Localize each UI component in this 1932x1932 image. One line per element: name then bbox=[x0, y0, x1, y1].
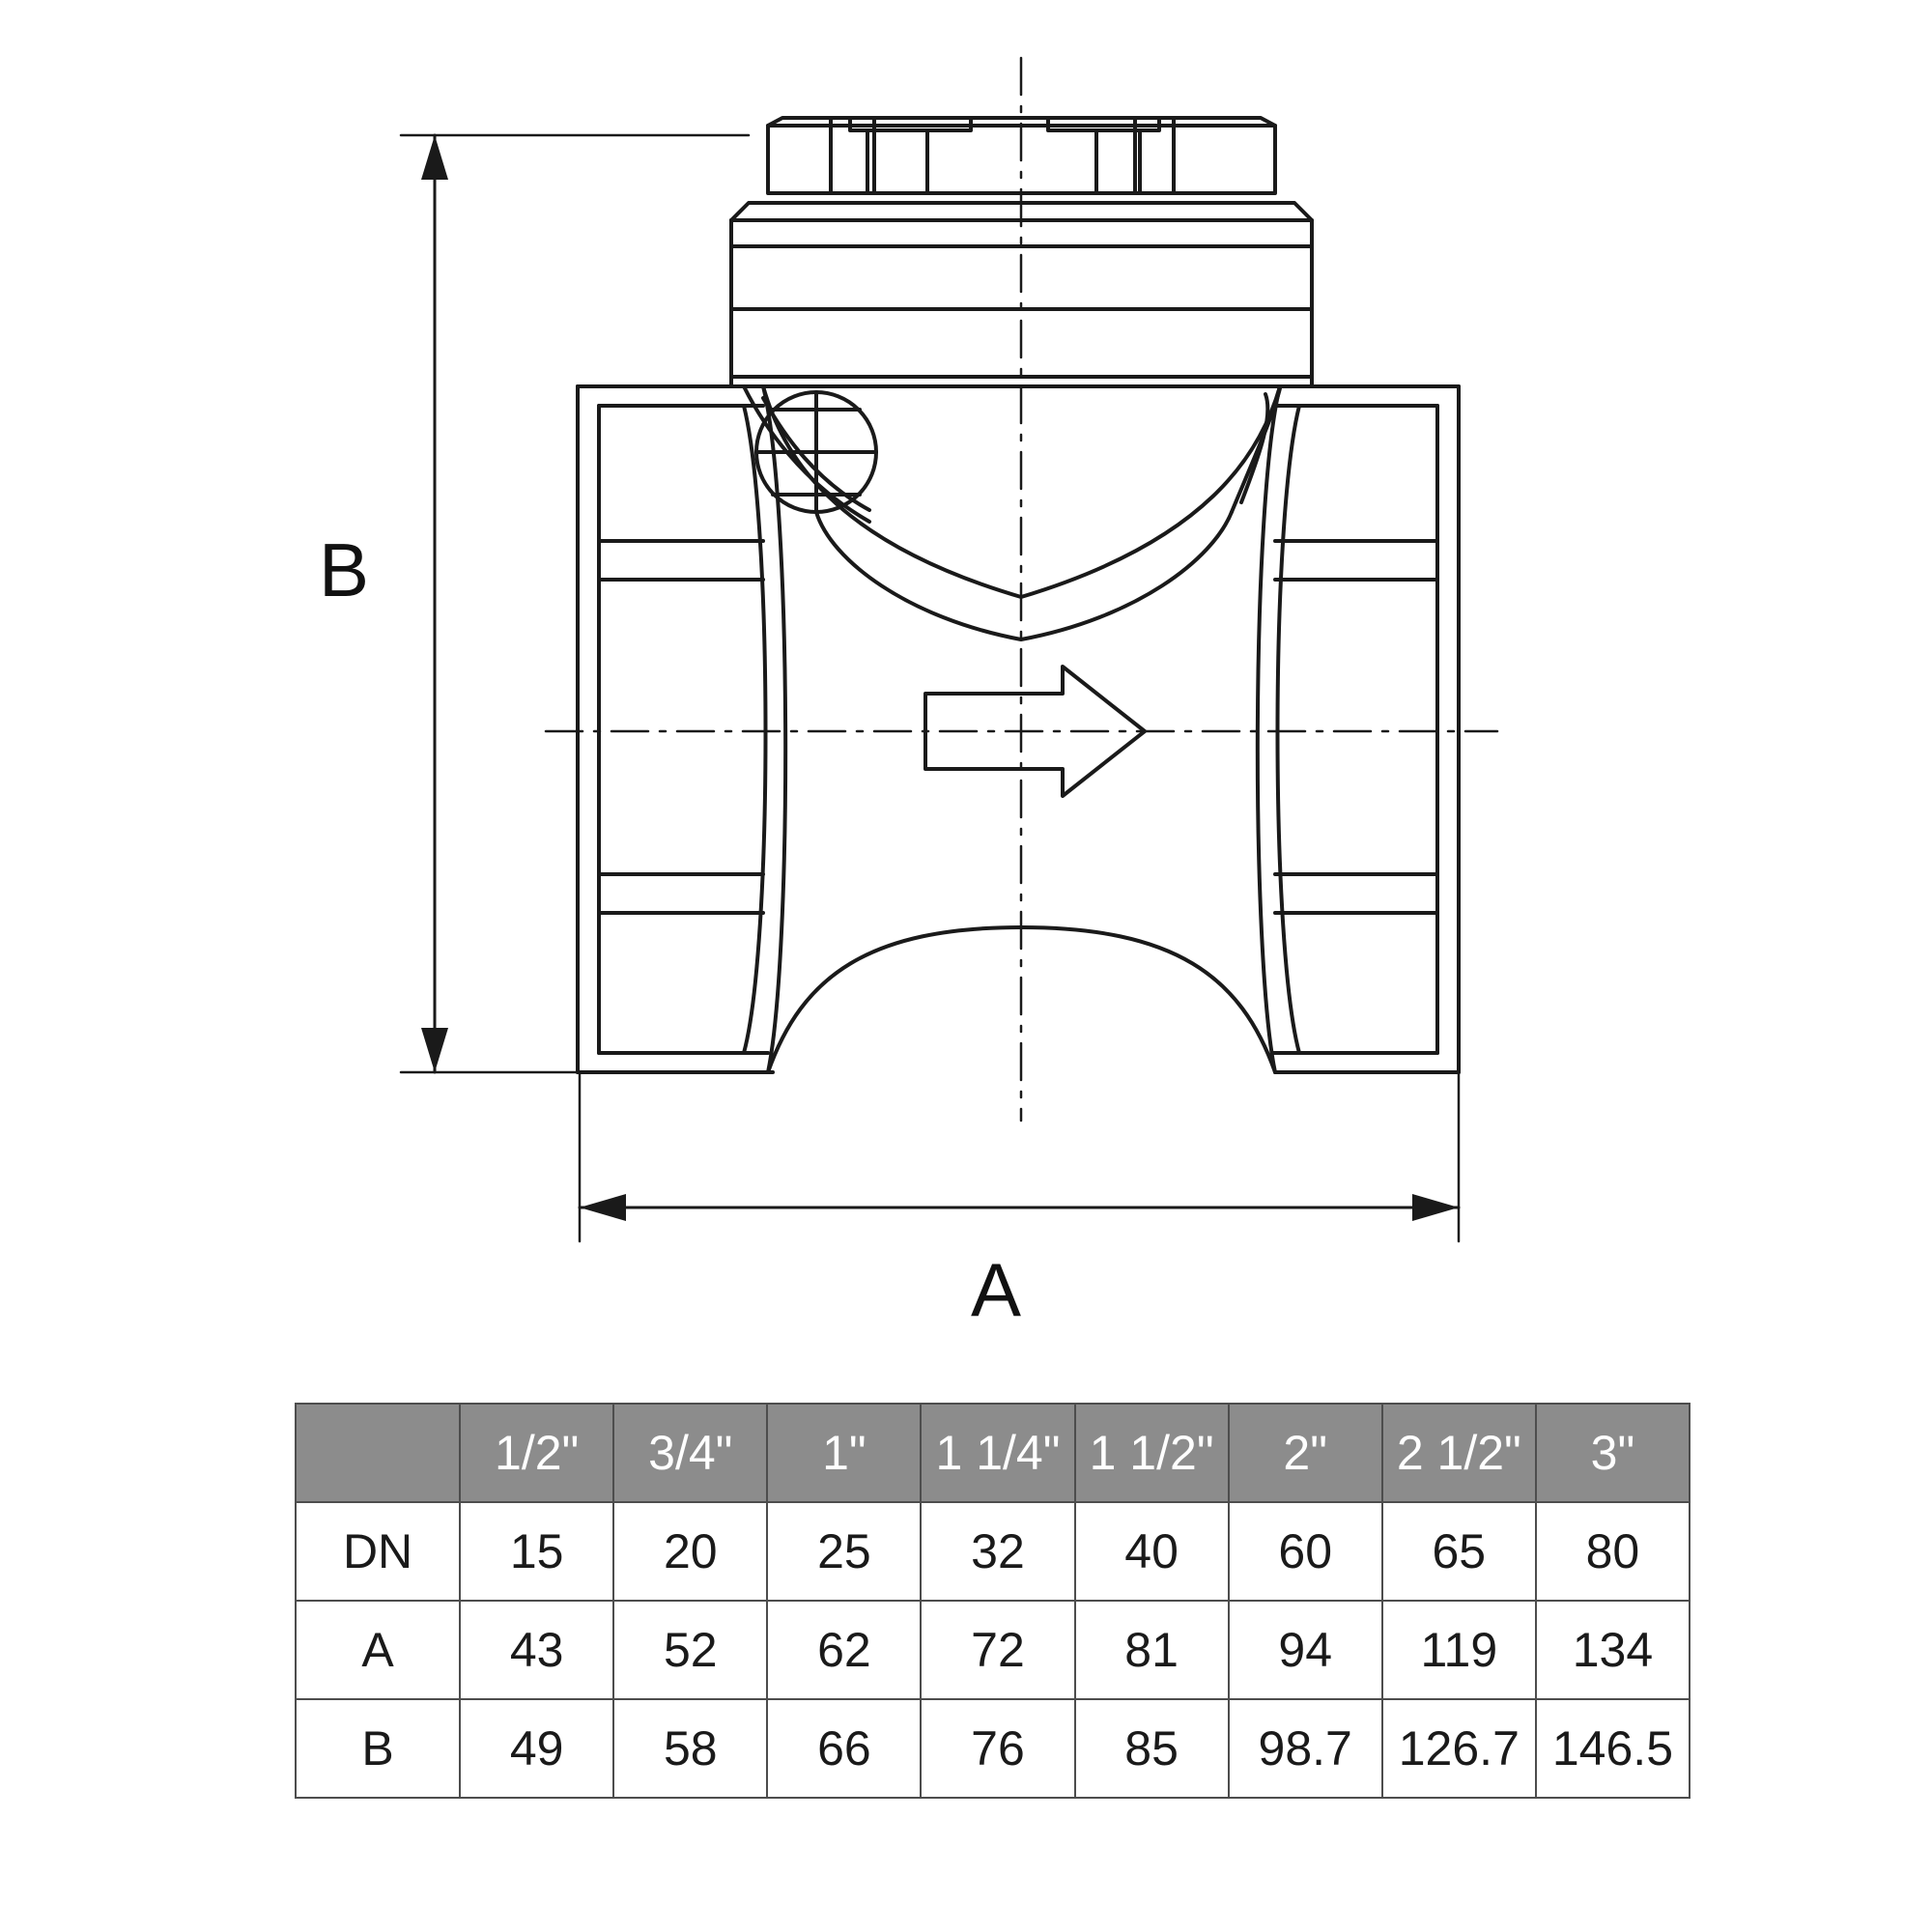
column-header-size: 1/2" bbox=[460, 1404, 613, 1502]
table-cell: 49 bbox=[460, 1699, 613, 1798]
valve-disc-hinge bbox=[744, 386, 1280, 639]
table-cell: 15 bbox=[460, 1502, 613, 1601]
table-cell: 126.7 bbox=[1382, 1699, 1536, 1798]
dimensions-table-wrapper bbox=[295, 1403, 1690, 1799]
row-label: DN bbox=[296, 1502, 460, 1601]
table-row bbox=[296, 1601, 1690, 1699]
table-row bbox=[296, 1502, 1690, 1601]
column-header-size: 1" bbox=[767, 1404, 921, 1502]
table-cell: 94 bbox=[1229, 1601, 1382, 1699]
column-header-size: 1 1/2" bbox=[1075, 1404, 1229, 1502]
column-header-size: 1 1/4" bbox=[921, 1404, 1074, 1502]
row-label: A bbox=[296, 1601, 460, 1699]
column-header-size: 2 1/2" bbox=[1382, 1404, 1536, 1502]
column-header-size: 3" bbox=[1536, 1404, 1690, 1502]
column-header-size: 2" bbox=[1229, 1404, 1382, 1502]
dimension-label-a: A bbox=[971, 1247, 1022, 1332]
table-corner-cell bbox=[296, 1404, 460, 1502]
table-cell: 80 bbox=[1536, 1502, 1690, 1601]
table-header-row bbox=[296, 1404, 1690, 1502]
table-cell: 43 bbox=[460, 1601, 613, 1699]
table-cell: 32 bbox=[921, 1502, 1074, 1601]
table-cell: 98.7 bbox=[1229, 1699, 1382, 1798]
table-cell: 66 bbox=[767, 1699, 921, 1798]
table-cell: 85 bbox=[1075, 1699, 1229, 1798]
table-cell: 58 bbox=[613, 1699, 767, 1798]
table-cell: 81 bbox=[1075, 1601, 1229, 1699]
table-cell: 65 bbox=[1382, 1502, 1536, 1601]
dimension-b bbox=[401, 135, 749, 1072]
dimension-label-b: B bbox=[319, 527, 370, 612]
row-label: B bbox=[296, 1699, 460, 1798]
table-cell: 76 bbox=[921, 1699, 1074, 1798]
table-cell: 146.5 bbox=[1536, 1699, 1690, 1798]
valve-body-outline bbox=[578, 386, 1459, 1072]
table-cell: 40 bbox=[1075, 1502, 1229, 1601]
table-cell: 134 bbox=[1536, 1601, 1690, 1699]
dimensions-table bbox=[295, 1403, 1690, 1799]
table-cell: 62 bbox=[767, 1601, 921, 1699]
table-cell: 60 bbox=[1229, 1502, 1382, 1601]
table-cell: 25 bbox=[767, 1502, 921, 1601]
table-row bbox=[296, 1699, 1690, 1798]
table-cell: 119 bbox=[1382, 1601, 1536, 1699]
table-cell: 20 bbox=[613, 1502, 767, 1601]
column-header-size: 3/4" bbox=[613, 1404, 767, 1502]
table-cell: 52 bbox=[613, 1601, 767, 1699]
table-cell: 72 bbox=[921, 1601, 1074, 1699]
dimension-a bbox=[580, 1072, 1459, 1241]
